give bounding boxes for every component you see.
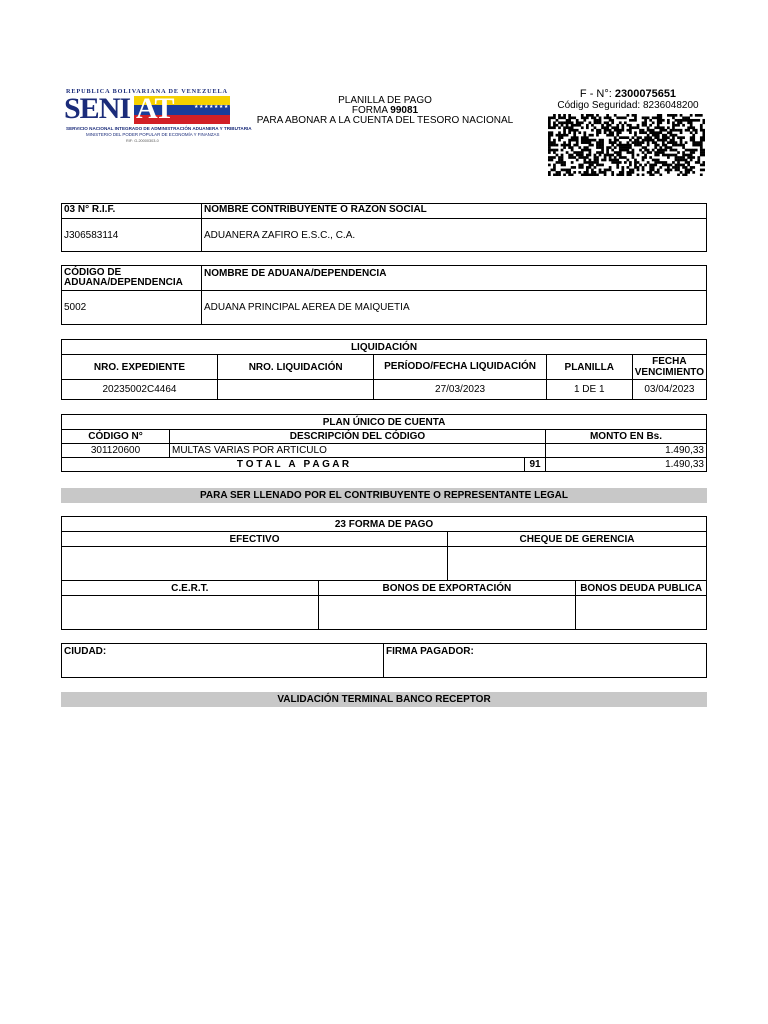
customs-name-value: ADUANA PRINCIPAL AEREA DE MAIQUETIA [202,291,707,325]
customs-name-header: NOMBRE DE ADUANA/DEPENDENCIA [202,266,707,291]
logo-brand-right: AT [136,92,174,125]
rif-value: J306583114 [62,219,202,252]
liq-periodo-value: 27/03/2023 [374,380,546,400]
logo-country-text: REPUBLICA BOLIVARIANA DE VENEZUELA [66,88,228,95]
logo-subtitle: SERVICIO NACIONAL INTEGRADO DE ADMINISTRACIÓN ADUANERA Y TRIBUTARIA [66,126,252,131]
liq-expediente-value: 20235002C4464 [62,380,218,400]
liq-vencimiento-value: 03/04/2023 [632,380,706,400]
taxpayer-table [61,203,707,252]
liq-header-planilla: PLANILLA [546,355,632,380]
header-title: PLANILLA DE PAGO [338,95,432,106]
seniat-logo [64,88,252,150]
payment-method-title: 23 FORMA DE PAGO [62,517,707,532]
city-field[interactable]: CIUDAD: [62,644,384,678]
payer-signature-field[interactable]: FIRMA PAGADOR: [384,644,707,678]
cert-field[interactable] [62,596,319,630]
header-subtitle: PARA ABONAR A LA CUENTA DEL TESORO NACIONAL [256,115,514,126]
logo-brand-left: SENI [64,92,131,125]
cert-header: C.E.R.T. [62,581,319,596]
cash-field[interactable] [62,547,448,581]
qr-code-icon [548,114,705,176]
plan-code-value: 301120600 [62,444,170,458]
debt-bonds-header: BONOS DEUDA PUBLICA [576,581,707,596]
liquidation-title: LIQUIDACIÓN [62,340,707,355]
liq-header-vencimiento: FECHA VENCIMIENTO [632,355,706,380]
check-header: CHEQUE DE GERENCIA [448,532,707,547]
debt-bonds-field[interactable] [576,596,707,630]
plan-header-code: CÓDIGO N° [62,430,170,444]
liq-header-expediente: NRO. EXPEDIENTE [62,355,218,380]
customs-code-header: CÓDIGO DE ADUANA/DEPENDENCIA [62,266,202,291]
liq-liquidacion-value [217,380,373,400]
liq-planilla-value: 1 DE 1 [546,380,632,400]
logo-stars-icon: ★★★★★★★★ [194,104,234,110]
plan-header-amount: MONTO EN Bs. [546,430,707,444]
taxpayer-name-header: NOMBRE CONTRIBUYENTE O RAZON SOCIAL [202,204,707,219]
export-bonds-header: BONOS DE EXPORTACIÓN [318,581,576,596]
taxpayer-name-value: ADUANERA ZAFIRO E.S.C., C.A. [202,219,707,252]
liq-header-periodo: PERÍODO/FECHA LIQUIDACIÓN [374,355,546,380]
signature-table [61,643,707,678]
payment-method-table [61,516,707,630]
account-plan-table [61,414,707,472]
cash-header: EFECTIVO [62,532,448,547]
customs-table [61,265,707,325]
liq-header-liquidacion: NRO. LIQUIDACIÓN [217,355,373,380]
check-field[interactable] [448,547,707,581]
liquidation-table [61,339,707,400]
form-number: F - N°: 2300075651 [579,88,677,100]
logo-rif: RIF: G-20000303-0 [126,139,159,143]
customs-code-value: 5002 [62,291,202,325]
export-bonds-field[interactable] [318,596,576,630]
rif-header: 03 N° R.I.F. [62,204,202,219]
account-plan-title: PLAN ÚNICO DE CUENTA [62,415,707,430]
security-code: Código Seguridad: 8236048200 [557,100,699,111]
bank-validation-banner: VALIDACIÓN TERMINAL BANCO RECEPTOR [61,692,707,707]
taxpayer-fill-banner: PARA SER LLENADO POR EL CONTRIBUYENTE O REPRESENTANTE LEGAL [61,488,707,503]
total-code: 91 [525,458,546,472]
total-label: T O T A L A P A G A R [62,458,525,472]
total-amount: 1.490,33 [546,458,707,472]
document-header [240,96,530,126]
plan-amount-value: 1.490,33 [546,444,707,458]
plan-header-description: DESCRIPCIÓN DEL CÓDIGO [170,430,546,444]
plan-description-value: MULTAS VARIAS POR ARTICULO [170,444,546,458]
header-form: FORMA 99081 [351,105,419,116]
logo-ministry: MINISTERIO DEL PODER POPULAR DE ECONOMÍA Y FINANZAS [86,132,220,137]
